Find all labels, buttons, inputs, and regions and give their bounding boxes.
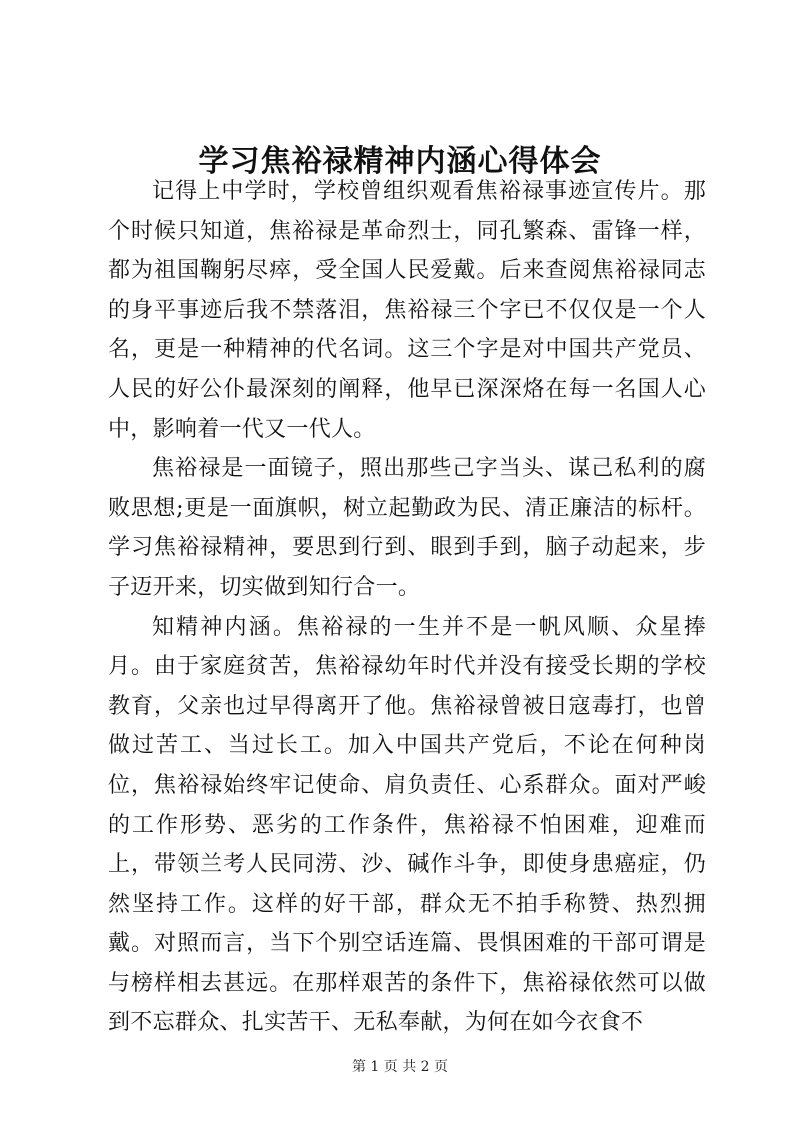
document-title: 学习焦裕禄精神内涵心得体会: [198, 144, 602, 179]
document-body: [108, 172, 706, 1043]
paragraph-1: 记得上中学时，学校曾组织观看焦裕禄事迹宣传片。那个时候只知道，焦裕禄是革命烈士，同孔繁森、雷锋一样，都为祖国鞠躬尽瘁，受全国人民爱戴。后来查阅焦裕禄同志的身平事迹后我不禁落泪，焦裕禄三个字已不仅仅是一个人名，更是一种精神的代名词。这三个字是对中国共产党员、人民的好公仆最深刻的阐释，他早已深深烙在每一名国人心中，影响着一代又一代人。: [108, 179, 706, 442]
paragraph-2: 焦裕禄是一面镜子，照出那些己字当头、谋己私利的腐败思想;更是一面旗帜，树立起勤政为民、清正廉洁的标杆。学习焦裕禄精神，要思到行到、眼到手到，脑子动起来，步子迈开来，切实做到知行合一。: [108, 456, 706, 600]
page-number-footer: 第 1 页 共 2 页: [351, 1059, 449, 1075]
paragraph-3: 知精神内涵。焦裕禄的一生并不是一帆风顺、众星捧月。由于家庭贫苦，焦裕禄幼年时代并没有接受长期的学校教育，父亲也过早得离开了他。焦裕禄曾被日寇毒打，也曾做过苦工、当过长工。加入中国共产党后，不论在何种岗位，焦裕禄始终牢记使命、肩负责任、心系群众。面对严峻的工作形势、恶劣的工作条件，焦裕禄不怕困难，迎难而上，带领兰考人民同涝、沙、碱作斗争，即使身患癌症，仍然坚持工作。这样的好干部，群众无不拍手称赞、热烈拥戴。对照而言，当下个别空话连篇、畏惧困难的干部可谓是与榜样相去甚远。在那样艰苦的条件下，焦裕禄依然可以做到不忘群众、扎实苦干、无私奉献，为何在如今衣食不: [108, 614, 706, 1036]
